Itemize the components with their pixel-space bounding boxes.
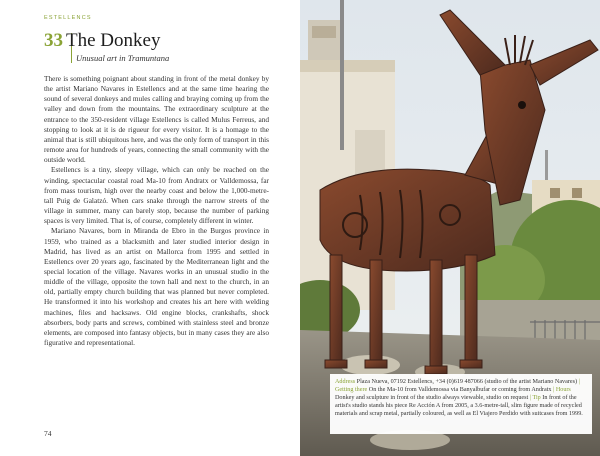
- chapter-subtitle: Unusual art in Tramuntana: [76, 53, 170, 63]
- tip-label: Tip: [532, 395, 541, 402]
- paragraph-1: There is something poignant about standing in front of the metal donkey by the artist Mariano Navares in Estellencs and at the same time hearing the sound of several donkeys and mules calling and braying coming up from the valley and down from the mountains. The extraordinary sculpture at the entrance to the 350-resident village Estellencs is called Mulus Ferreus, and stopping to look at it is de rigueur for every visitor. It is a homage to the animal that is still ubiquitous here, and was the only form of transport in this remote area for hundreds of years, connecting the small community with the outside world.: [44, 74, 269, 165]
- right-page: [300, 0, 600, 456]
- chapter-title: The Donkey: [66, 30, 161, 51]
- paragraph-2: Estellencs is a tiny, sleepy village, which can only be reached on the winding, spectacular coastal road Ma-10 from Andratx or Valldemossa, far from mass tourism, high over the nearby coast and below the 1,000-metre-tall Puig de Galatzó. When cars snake through the narrow streets of the village in summer, many can barely stop, because the number of parking spaces is very limited. That is, of course, completely different in winter.: [44, 165, 269, 226]
- tip-text: In front of the artist's studio stands his piece Re Acción A from 2005, a 3.6-metre-tall, slim figure made of recycled materials and scrap metal, partially coloured, as well as El Viajero Perdido with suitcases from 1999.: [335, 395, 583, 418]
- hours-label: Hours: [555, 387, 571, 394]
- section-label: ESTELLENCS: [44, 15, 92, 21]
- getting-there-text: On the Ma-10 from Valldemossa via Banyalbufar or coming from Andratx: [368, 387, 552, 394]
- paragraph-3: Mariano Navares, born in Miranda de Ebro in the Burgos province in 1959, who trained as a blacksmith and later studied interior design in Madrid, has lived as an artist on Mallorca from 1995 and settled in Estellencs over 20 years ago, fascinated by the Mediterranean light and the special location of the village. Navares works in an unusual studio in the middle of the village, opposite the town hall and next to the church, in an old, partially empty church building that was planned but never completed. He transformed it into his workshop and creates his art here with welding machines, files and hacksaws. Old engine blocks, crankshafts, shock absorbers, body parts and screws, combined with stainless steel and bronze elements, are composed into fantasy objects, but in many cases they are also figurative and representational.: [44, 226, 269, 348]
- chapter-heading: [44, 30, 160, 52]
- hours-text: Donkey and sculpture in front of the studio always viewable, studio on request: [335, 395, 529, 402]
- chapter-number: 33: [44, 30, 63, 51]
- address-label: Address: [335, 379, 356, 385]
- address-text: Plaza Nueva, 07192 Estellencs, +34 (0)619 487066 (studio of the artist Mariano Navares): [356, 379, 578, 385]
- info-box: Address Plaza Nueva, 07192 Estellencs, +34 (0)619 487066 (studio of the artist Mariano Navares) | Getting there On the Ma-10 from Valldemossa via Banyalbufar or coming from Andratx | Hours Donkey and sculpture in front of the studio always viewable, studio on request | Tip In front of the artist's studio stands his piece Re Acción A from 2005, a 3.6-metre-tall, slim figure made of recycled materials and scrap metal, partially coloured, as well as El Viajero Perdido with suitcases from 1999.: [330, 374, 592, 434]
- page-number: 74: [44, 429, 52, 438]
- article-body: [44, 74, 269, 348]
- getting-there-label: Getting there: [335, 387, 368, 394]
